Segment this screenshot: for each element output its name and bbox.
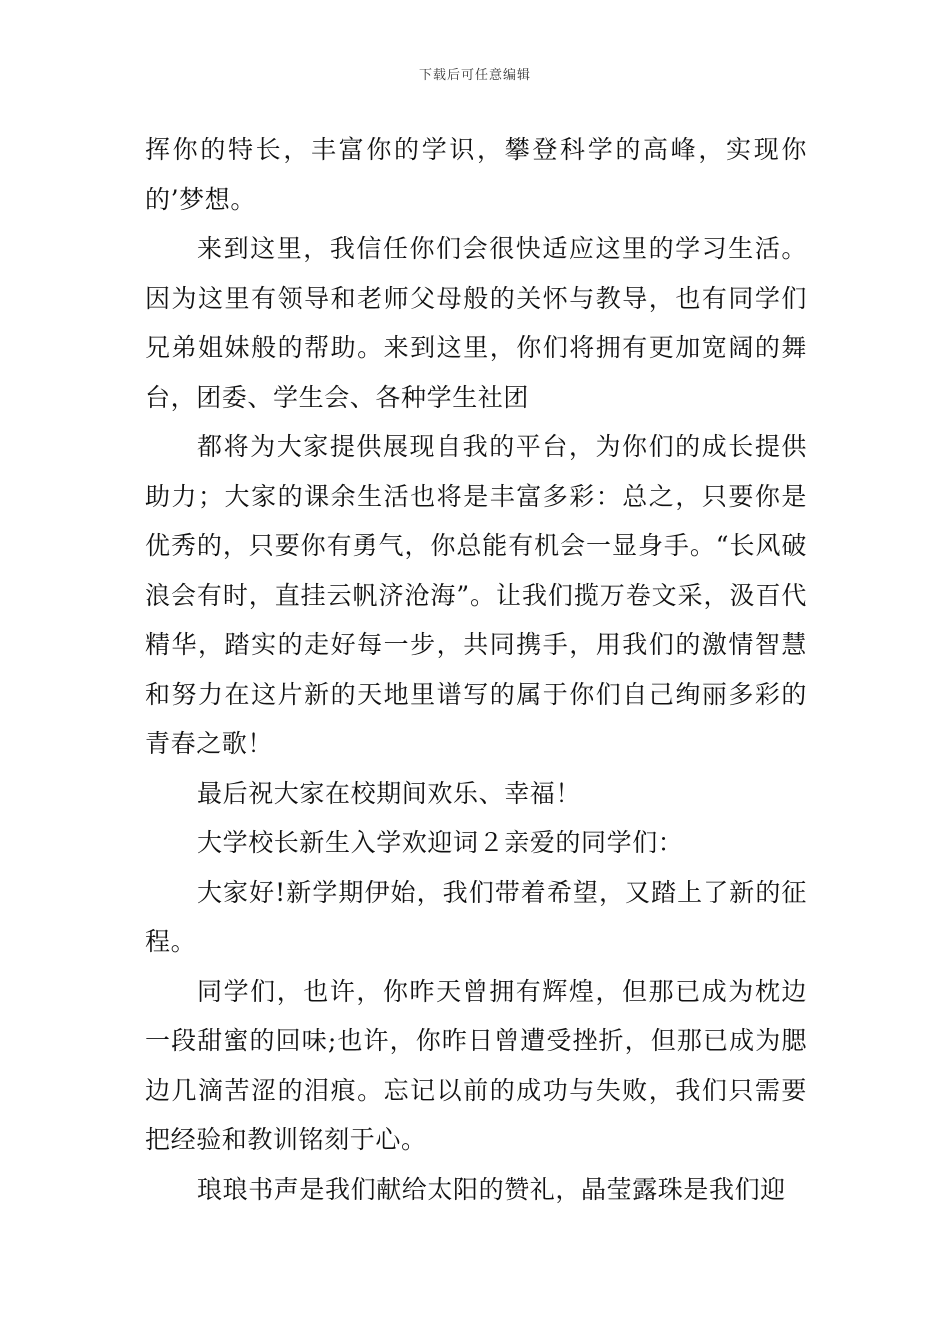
paragraph: 来到这里，我信任你们会很快适应这里的学习生活。因为这里有领导和老师父母般的关怀与教导，也有同学们兄弟姐妹般的帮助。来到这里，你们将拥有更加宽阔的舞台，团委、学生会、各种学生社团 [145,234,807,412]
paragraph: 都将为大家提供展现自我的平台，为你们的成长提供助力；大家的课余生活也将是丰富多彩：总之，只要你是优秀的，只要你有勇气，你总能有机会一显身手。“长风破浪会有时，直挂云帆济沧海”。让我们揽万卷文采，汲百代精华，踏实的走好每一步，共同携手，用我们的激情智慧和努力在这片新的天地里谱写的属于你们自己绚丽多彩的青春之歌！ [145,432,807,758]
paragraph: 同学们，也许，你昨天曾拥有辉煌，但那已成为枕边一段甜蜜的回味;也许，你昨日曾遭受挫折，但那已成为腮边几滴苦涩的泪痕。忘记以前的成功与失败，我们只需要把经验和教训铭刻于心。 [145,976,807,1154]
paragraph: 琅琅书声是我们献给太阳的赞礼，晶莹露珠是我们迎 [197,1174,786,1204]
paragraph: 大学校长新生入学欢迎词２亲爱的同学们： [197,828,684,857]
paragraph: 挥你的特长，丰富你的学识，攀登科学的高峰，实现你的’梦想。 [145,135,807,214]
paragraph: 大家好!新学期伊始，我们带着希望，又踏上了新的征程。 [145,877,807,956]
paragraph: 最后祝大家在校期间欢乐、幸福！ [197,778,582,808]
document-body [145,125,807,1214]
page-header-note: 下载后可任意编辑 [418,68,531,83]
